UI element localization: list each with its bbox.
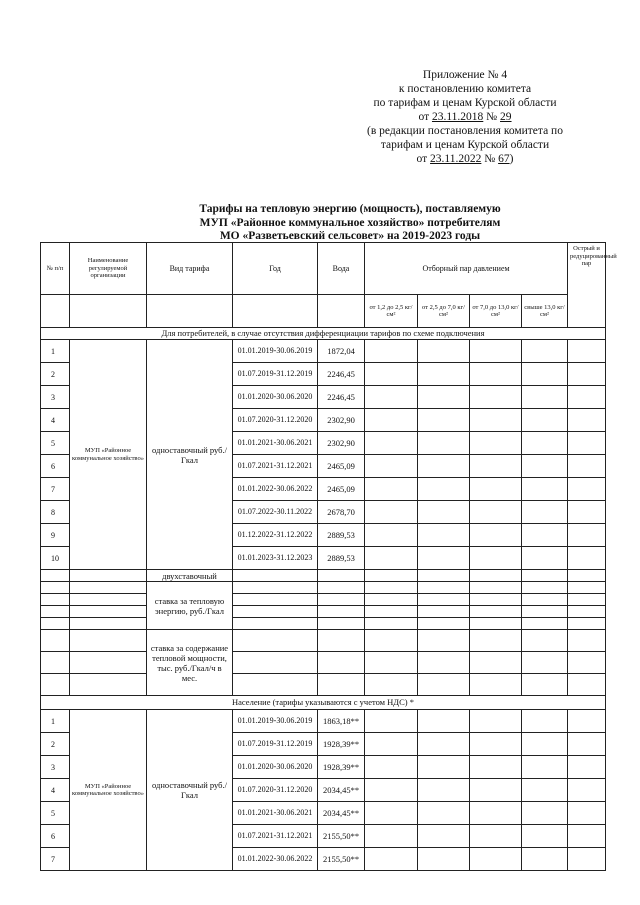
tariff-type-cell: одноставочный руб./Гкал — [147, 710, 233, 871]
period-cell: 01.01.2020-30.06.2020 — [233, 386, 318, 409]
header-pressure: свыше 13,0 кг/см² — [522, 295, 568, 328]
period-cell: 01.01.2022-30.06.2022 — [233, 848, 318, 871]
table-row — [41, 340, 606, 363]
period-cell: 01.01.2019-30.06.2019 — [233, 340, 318, 363]
period-cell: 01.01.2020-30.06.2020 — [233, 756, 318, 779]
period-cell: 01.07.2019-31.12.2019 — [233, 733, 318, 756]
header-vid: Вид тарифа — [147, 243, 233, 295]
row-number: 8 — [41, 501, 70, 524]
annex-date: 23.11.2022 — [430, 153, 482, 165]
period-cell: 01.01.2022-30.06.2022 — [233, 478, 318, 501]
annex-date-line: от 23.11.2018 № 29 — [418, 111, 512, 123]
table-row — [41, 606, 606, 618]
water-value: 2889,53 — [318, 547, 365, 570]
water-value: 1928,39** — [318, 756, 365, 779]
row-number: 1 — [41, 710, 70, 733]
table-row — [41, 618, 606, 630]
section-label: Для потребителей, в случае отсутствия дифференциации тарифов по схеме подключения — [41, 328, 606, 340]
header-steam: Отборный пар давлением — [365, 243, 568, 295]
row-number: 7 — [41, 478, 70, 501]
annex-line: (в редакции постановления комитета по — [367, 125, 563, 137]
water-value: 2302,90 — [318, 409, 365, 432]
table-row — [41, 652, 606, 674]
header-pressure: от 2,5 до 7,0 кг/см² — [418, 295, 470, 328]
row-number: 4 — [41, 409, 70, 432]
header-num: № п/п — [41, 243, 70, 295]
period-cell: 01.01.2021-30.06.2021 — [233, 432, 318, 455]
header-org: Наименование регулируемой организации — [70, 243, 147, 295]
document-title: Тарифы на тепловую энергию (мощность), поставляемую МУП «Районное коммунальное хозяйство» потребителям МО «Разветьевский сельсовет» на 2019-2023 годы — [199, 203, 501, 242]
row-number: 2 — [41, 363, 70, 386]
water-value: 2246,45 — [318, 386, 365, 409]
section-label-row — [41, 696, 606, 710]
power-rate-label: ставка за содержание тепловой мощности, тыс. руб./Гкал/ч в мес. — [147, 630, 233, 696]
annex-number: 67 — [498, 153, 510, 165]
period-cell: 01.07.2021-31.12.2021 — [233, 825, 318, 848]
period-cell: 01.01.2023-31.12.2023 — [233, 547, 318, 570]
annex-line: тарифам и ценам Курской области — [380, 139, 550, 151]
table-row — [41, 582, 606, 594]
water-value: 2465,09 — [318, 478, 365, 501]
two-part-tariff-label: двухставочный — [147, 570, 233, 582]
table-row — [41, 630, 606, 652]
header-water: Вода — [318, 243, 365, 295]
water-value: 2155,50** — [318, 825, 365, 848]
section-label: Население (тарифы указываются с учетом НДС) * — [41, 696, 606, 710]
table-row — [41, 674, 606, 696]
row-number: 5 — [41, 432, 70, 455]
row-number: 3 — [41, 386, 70, 409]
row-number: 9 — [41, 524, 70, 547]
annex-date-line: от 23.11.2022 № 67) — [416, 153, 514, 165]
table-header-row — [41, 243, 606, 295]
water-value: 1872,04 — [318, 340, 365, 363]
water-value: 2465,09 — [318, 455, 365, 478]
water-value: 2155,50** — [318, 848, 365, 871]
table-row — [41, 570, 606, 582]
period-cell: 01.07.2020-31.12.2020 — [233, 779, 318, 802]
organization-cell: МУП «Районное коммунальное хозяйство» — [70, 340, 147, 570]
water-value: 2889,53 — [318, 524, 365, 547]
period-cell: 01.07.2020-31.12.2020 — [233, 409, 318, 432]
water-value: 2302,90 — [318, 432, 365, 455]
header-pressure: от 1,2 до 2,5 кг/см² — [365, 295, 418, 328]
header-sharp-steam: Острый и редуцированный пар — [568, 243, 606, 328]
annex-header — [330, 68, 600, 166]
annex-number: 29 — [500, 111, 512, 123]
header-pressure: от 7,0 до 13,0 кг/см² — [470, 295, 522, 328]
period-cell: 01.07.2022-30.11.2022 — [233, 501, 318, 524]
table-header-row — [41, 295, 606, 328]
header-year: Год — [233, 243, 318, 295]
row-number: 6 — [41, 455, 70, 478]
row-number: 6 — [41, 825, 70, 848]
row-number: 2 — [41, 733, 70, 756]
water-value: 2678,70 — [318, 501, 365, 524]
annex-line: к постановлению комитета — [398, 83, 532, 95]
heat-rate-label: ставка за тепловую энергию, руб./Гкал — [147, 582, 233, 630]
period-cell: 01.01.2021-30.06.2021 — [233, 802, 318, 825]
water-value: 2246,45 — [318, 363, 365, 386]
annex-date: 23.11.2018 — [431, 111, 484, 123]
row-number: 7 — [41, 848, 70, 871]
row-number: 4 — [41, 779, 70, 802]
organization-cell: МУП «Районное коммунальное хозяйство» — [70, 710, 147, 871]
row-number: 10 — [41, 547, 70, 570]
section-label-row — [41, 328, 606, 340]
row-number: 5 — [41, 802, 70, 825]
row-number: 3 — [41, 756, 70, 779]
period-cell: 01.07.2021-31.12.2021 — [233, 455, 318, 478]
table-row — [41, 710, 606, 733]
tariff-type-cell: одноставочный руб./Гкал — [147, 340, 233, 570]
row-number: 1 — [41, 340, 70, 363]
annex-line: по тарифам и ценам Курской области — [373, 97, 557, 109]
table-row — [41, 594, 606, 606]
period-cell: 01.12.2022-31.12.2022 — [233, 524, 318, 547]
annex-title: Приложение № 4 — [422, 69, 508, 81]
period-cell: 01.01.2019-30.06.2019 — [233, 710, 318, 733]
water-value: 2034,45** — [318, 779, 365, 802]
tariff-table — [40, 242, 617, 871]
water-value: 1928,39** — [318, 733, 365, 756]
period-cell: 01.07.2019-31.12.2019 — [233, 363, 318, 386]
water-value: 2034,45** — [318, 802, 365, 825]
water-value: 1863,18** — [318, 710, 365, 733]
